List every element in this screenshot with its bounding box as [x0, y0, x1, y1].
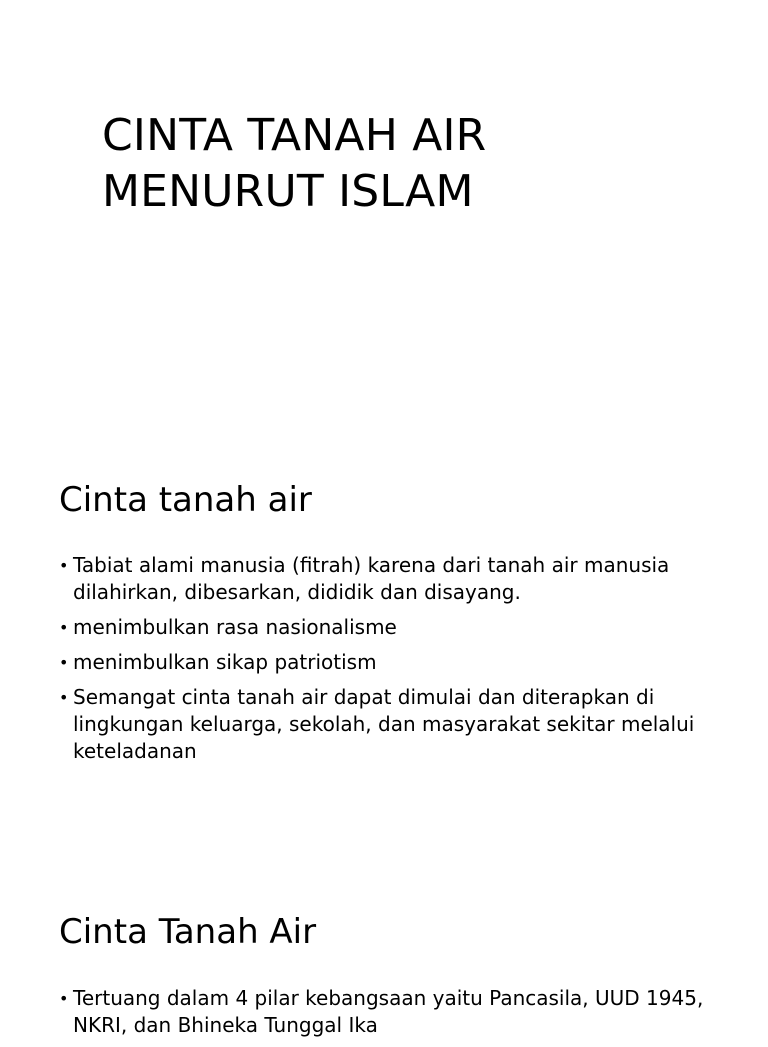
bullet-text: Tertuang dalam 4 pilar kebangsaan yaitu Pancasila, UUD 1945, NKRI, dan Bhineka Tunggal Ika — [73, 986, 704, 1037]
bullet-text: menimbulkan sikap patriotism — [73, 650, 377, 674]
main-title — [102, 108, 486, 220]
bullet-item — [59, 684, 719, 765]
main-title-line-1: CINTA TANAH AIR — [102, 110, 487, 161]
bullet-item — [59, 985, 719, 1039]
bullet-list — [59, 552, 719, 773]
bullet-item — [59, 649, 719, 676]
bullet-text: menimbulkan rasa nasionalisme — [73, 615, 397, 639]
slide-heading: Cinta tanah air — [59, 480, 312, 520]
bullet-dot: • — [59, 653, 69, 672]
bullet-dot: • — [59, 989, 69, 1008]
bullet-dot: • — [59, 556, 69, 575]
bullet-dot: • — [59, 688, 69, 707]
title-slide — [0, 0, 768, 432]
bullet-dot: • — [59, 618, 69, 637]
bullet-item — [59, 552, 719, 606]
main-title-line-2: MENURUT ISLAM — [102, 166, 474, 217]
bullet-text: Tabiat alami manusia (fitrah) karena dari tanah air manusia dilahirkan, dibesarkan, dididik dan disayang. — [73, 553, 670, 604]
bullet-text: Semangat cinta tanah air dapat dimulai dan diterapkan di lingkungan keluarga, sekolah, dan masyarakat sekitar melalui keteladanan — [73, 685, 695, 763]
content-slide-cinta-tanah-air-2 — [0, 864, 768, 1037]
content-slide-cinta-tanah-air — [0, 432, 768, 864]
bullet-item — [59, 614, 719, 641]
bullet-list — [59, 985, 719, 1047]
slide-heading: Cinta Tanah Air — [59, 912, 317, 952]
